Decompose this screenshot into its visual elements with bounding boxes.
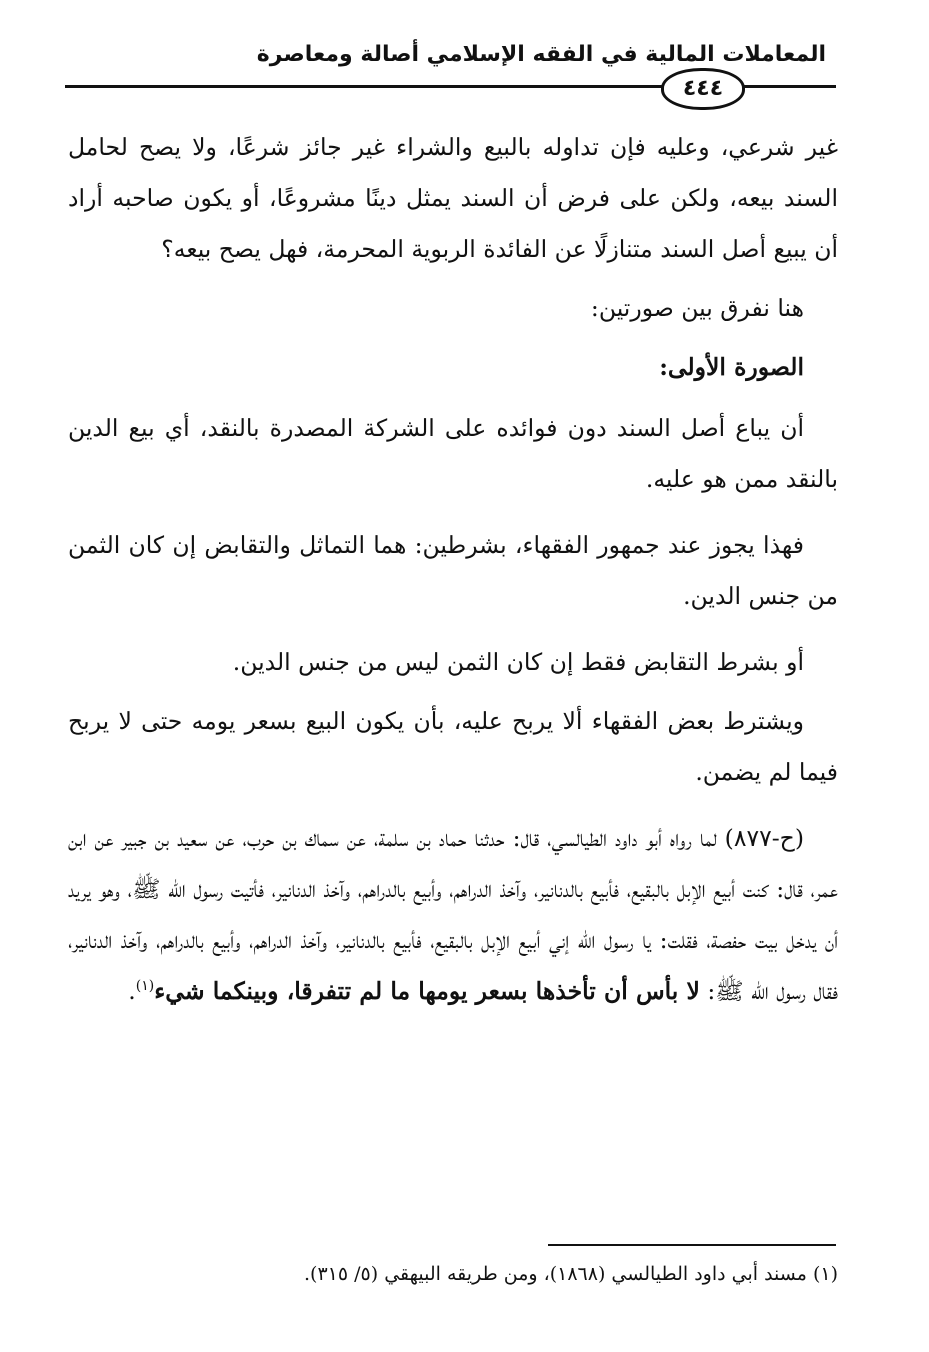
footnote-rule	[548, 1244, 836, 1246]
paragraph-5: أو بشرط التقابض فقط إن كان الثمن ليس من جنس الدين.	[232, 648, 804, 676]
paragraph-6: ويشترط بعض الفقهاء ألا يربح عليه، بأن يكون البيع بسعر يومه حتى لا يربح فيما لم يضمن.	[68, 707, 838, 786]
footnote: (١) مسند أبي داود الطيالسي (١٨٦٨)، ومن طريقه البيهقي (٥/ ٣١٥).	[304, 1263, 838, 1285]
main-text	[68, 122, 838, 1032]
book-title: المعاملات المالية في الفقه الإسلامي أصالة ومعاصرة	[256, 42, 826, 67]
paragraph-2: هنا نفرق بين صورتين:	[590, 294, 804, 322]
hadith-text: (ح-٨٧٧) لما رواه أبو داود الطيالسي، قال: حدثنا حماد بن سلمة، عن سماك بن حرب، عن سعيد بن جبير عن ابن عمر، قال: كنت أبيع الإبل بالبقيع، فأبيع بالدنانير، وآخذ الدراهم، وأبيع بالدراهم، وآخذ الدنانير، فأتيت رسول الله ﷺ، وهو يريد أن يدخل بيت حفصة، فقلت: يا رسول الله إني أبيع الإبل بالبقيع، فأبيع بالدنانير، وآخذ الدراهم، وأبيع بالدراهم، وآخذ الدنانير، فقال رسول الله ﷺ:	[68, 824, 838, 1005]
paragraph-4: فهذا يجوز عند جمهور الفقهاء، بشرطين: هما التماثل والتقابض إن كان الثمن من جنس الدين.	[68, 531, 838, 610]
hadith-end: .	[128, 977, 136, 1005]
hadith-quote: لا بأس أن تأخذها بسعر يومها ما لم تتفرقا، وبينكما شيء	[154, 977, 700, 1005]
hadith-paragraph	[68, 813, 838, 1017]
paragraph-1: غير شرعي، وعليه فإن تداوله بالبيع والشراء غير جائز شرعًا، ولا يصح لحامل السند بيعه، ولكن على فرض أن السند يمثل دينًا مشروعًا، أو يكون صاحبه أراد أن يبيع أصل السند متنازلًا عن الفائدة الربوية المحرمة، فهل يصح بيعه؟	[68, 133, 838, 263]
footnote-marker[interactable]: (١)	[135, 978, 155, 995]
section-heading: الصورة الأولى:	[659, 353, 804, 381]
running-header	[65, 40, 836, 101]
page-number: ٤٤٤	[661, 68, 745, 110]
paragraph-3: أن يباع أصل السند دون فوائده على الشركة المصدرة بالنقد، أي بيع الدين بالنقد ممن هو عليه.	[68, 414, 838, 493]
